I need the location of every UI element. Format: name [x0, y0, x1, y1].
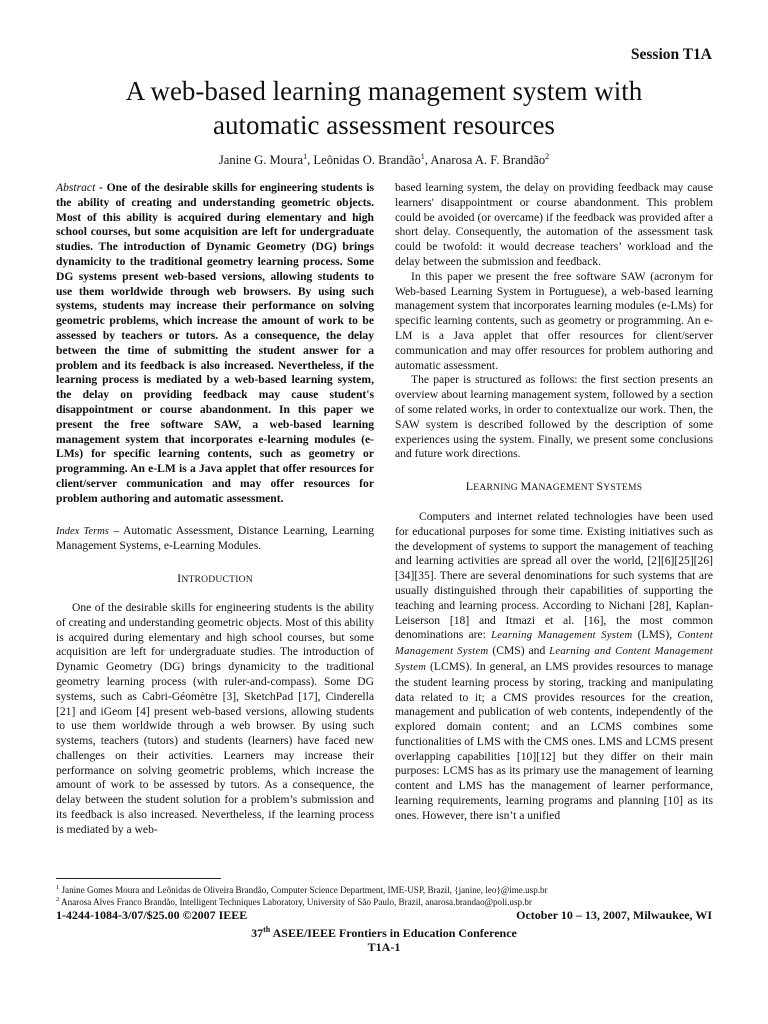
footer-conference-name: 37th ASEE/IEEE Frontiers in Education Conference: [251, 925, 517, 940]
session-label: Session T1A: [630, 46, 712, 63]
intro-paragraph-1-continued: based learning system, the delay on providing feedback may cause learners' disappointment or course abandonment. This problem could be avoided (or overcame) if the feedback was provided after a short delay. Consequently, the automation of the assessment task could be twofold: it would decrease teachers’ workload and the delay between the submission and feedback.: [395, 181, 713, 268]
paper-title: [40, 74, 728, 142]
index-terms-text: – Automatic Assessment, Distance Learning, Learning Management Systems, e-Learning Modules.: [56, 523, 374, 553]
footnote-divider: [56, 878, 221, 879]
footer-page-number: T1A-1: [367, 940, 401, 954]
abstract-label: Abstract: [56, 181, 96, 194]
term-lcms: Learning and Content Management System: [395, 646, 713, 673]
title-line-1: A web-based learning management system with: [125, 76, 643, 106]
author-affiliation-mark: 1: [420, 152, 425, 161]
author-affiliation-mark: 1: [303, 152, 308, 161]
term-lms: Learning Management System: [491, 630, 633, 642]
lms-paragraph-1: Computers and internet related technologies have been used for educational purposes for some time. Existing initiatives such as the development of systems to support the management of teaching and learning activities are spread all over the world, [2][6][25][26][34][35]. There are several denominations for such systems that are usually distinguished through their capabilities of supporting the teaching and learning process. According to Nichani [28], Kaplan-Leiserson [18] and Itmazi et al. [16], the most common denominations are: Learning Management System (LMS), Content Management System (CMS) and Learning and Content Management System (LCMS). In general, an LMS provides resources to manage the student learning process by storing, tracking and manipulating data related to it; a CMS provides resources for the creation, management and publication of web contents, independently of the explored domain content; and an LCMS combines some functionalities of LMS with the CMS ones. LMS and LCMS present overlapping capabilities [10][12] but they differ on their main purposes: LCMS has as its primary use the management of learning content and LMS has the management of learner performance, learning requirements, learning programs and planning [10] as its ones. However, there isn’t a unified: [395, 509, 713, 822]
author-name: Leônidas O. Brandão: [313, 153, 421, 168]
author-name: Janine G. Moura: [218, 153, 304, 168]
section-heading-lms: LEARNING MANAGEMENT SYSTEMS: [465, 479, 643, 494]
footer-date-place: October 10 – 13, 2007, Milwaukee, WI: [516, 908, 712, 922]
intro-paragraph-1: One of the desirable skills for engineering students is the ability of creating and understanding geometric objects. Most of this ability is acquired during elementary and high school courses, but some acquisition are left for undergraduate studies. The introduction of Dynamic Geometry (DG) brings dynamicity to the traditional geometry learning process (with ruler-and-compass). Some DG systems, such as Cabri-Géomètre [3], SketchPad [17], Cinderella [21] and iGeom [4] present web-based versions, allowing students to use them worldwide through a web browser. By using such systems, teachers (tutors) and students (learners) have faced new challenges on their activities. Learners may increase their performance on solving geometric problems, which increase the amount of work to be assessed by tutors. As a consequence, the delay between the student solution for a problem’s submission and its feedback is also increased. Nevertheless, if the learning process is mediated by a web-: [56, 600, 374, 836]
intro-paragraph-3: The paper is structured as follows: the first section presents an overview about learning management system, followed by a section of some related works, in order to contextualize our work. Then, the SAW system is described followed by the description of some experiences using the system. Finally, we present some conclusions and future work directions.: [395, 373, 713, 461]
section-heading-introduction: INTRODUCTION: [177, 571, 253, 586]
index-terms: [56, 524, 374, 555]
abstract-text: - One of the desirable skills for engineering students is the ability of creating and understanding geometric objects. Most of this ability is acquired during elementary and high school courses, but some acquisition are left for undergraduate studies. The introduction of Dynamic Geometry (DG) brings dynamicity to the traditional geometry learning process. Some DG systems present web-based versions, allowing students to use them worldwide through web browsers. By using such systems, students may increase their performance on solving geometric problems, which increase the amount of work to be assessed by teachers or tutors. As a consequence, the delay between the time of submitting the student answer for a problem and its feedback is also increased. Nevertheless, if the learning process is mediated by a web-based learning system, the delay on providing feedback may cause student's disappointment or course abandonment. In this paper we present the free software SAW, a web-based learning management system that incorporates e-learning modules (e-LMs) for specific learning contents, such as geometry or programming. An e-LM is a Java applet that offer resources for client/server communication and may offer resources for problem authoring and automatic assessment.: [56, 181, 374, 505]
footnote-1: $^1$ Janine Gomes Moura and Leônidas de Oliveira Brandão, Computer Science Department, IME-USP, Brazil, {janine, leo}@ime.usp.br: [56, 884, 548, 896]
term-cms: Content Management System: [395, 630, 713, 658]
intro-paragraph-2: In this paper we present the free software SAW (acronym for Web-based Learning System in Portuguese), a web-based learning management system that incorporates learning modules (e-LMs) for specific learning contents, such as geometry or programming. An e-LM is a Java applet that offer resources for client/server communication and may offer resources for problem authoring and automatic assessment.: [395, 269, 713, 372]
footer-conference: [0, 923, 768, 954]
abstract: [56, 181, 374, 507]
footer-isbn: 1-4244-1084-3/07/$25.00 ©2007 IEEE: [56, 908, 248, 922]
right-column: [395, 181, 713, 824]
author-affiliation-mark: 2: [545, 152, 550, 161]
index-terms-label: Index Terms: [56, 525, 109, 537]
footnote-2: $^2$ Anarosa Alves Franco Brandão, Intelligent Techniques Laboratory, University of São Paulo, Brazil, anarosa.brandao@poli.usp.br: [56, 896, 532, 908]
author-name: Anarosa A. F. Brandão: [430, 153, 546, 168]
left-column: [56, 181, 374, 838]
author-list: Janine G. Moura$^1$, Leônidas O. Brandão$^1$, Anarosa A. F. Brandão$^2$: [218, 152, 550, 168]
title-line-2: automatic assessment resources: [213, 110, 555, 140]
